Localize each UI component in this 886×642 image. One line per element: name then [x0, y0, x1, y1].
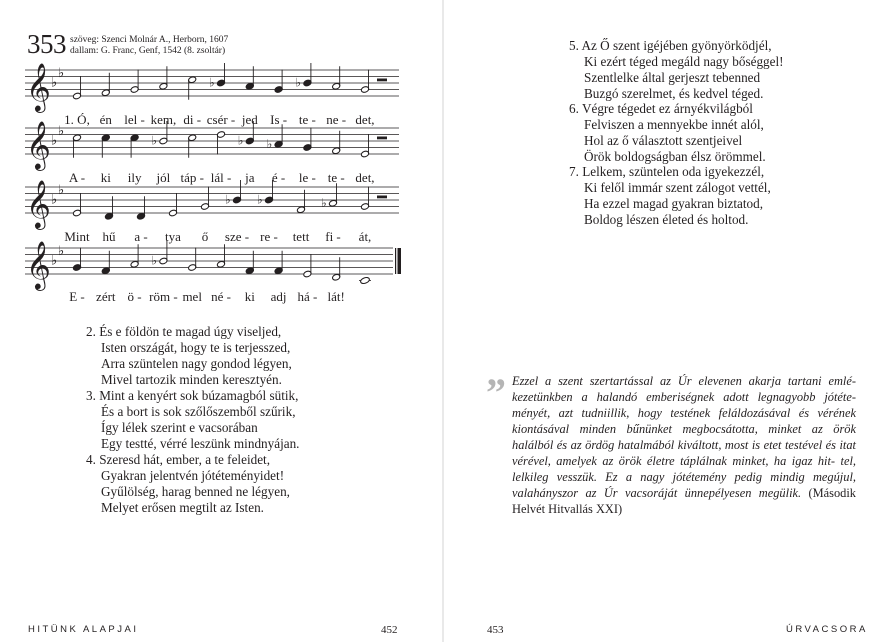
quote-line: kiontásával minden bűnünket megbocsátotta, minket az örök — [512, 422, 856, 436]
flat-accidental-icon: ♭ — [237, 133, 244, 148]
lyric-syllable: né - — [211, 289, 231, 304]
treble-clef-icon: 𝄞 — [26, 179, 51, 228]
verse-line: 2. És e földön te magad úgy viseljed, — [86, 324, 282, 339]
page-gutter — [442, 0, 444, 642]
verse-line: 6. Végre tégedet ez árnyékvilágból — [569, 101, 753, 116]
lyric-syllable: te - — [327, 170, 345, 185]
lyric-syllable: át, — [358, 229, 372, 244]
verse-line: Arra szüntelen nagy gondod légyen, — [101, 356, 292, 371]
flat-sign-icon: ♭ — [51, 75, 58, 91]
lyric-syllable: jed — [241, 112, 258, 127]
page-number: 453 — [487, 624, 504, 636]
flat-accidental-icon: ♭ — [151, 253, 158, 268]
half-rest-icon — [377, 196, 387, 199]
verse-7 — [569, 164, 771, 228]
flat-accidental-icon: ♭ — [295, 75, 302, 90]
verse-6 — [569, 101, 766, 165]
verse-line: Isten országát, hogy te is terjesszed, — [101, 340, 291, 355]
verse-line: Melyet erősen megtilt az Isten. — [101, 500, 264, 515]
lyric-syllable: le - — [298, 170, 316, 185]
treble-clef-icon: 𝄞 — [26, 240, 51, 289]
quote-line: itat vérével, amelyek az örök életre táplálnak minket, ha igaz hit- — [512, 438, 856, 468]
quote-line: tel, lelkileg vesszük. Ez a nagy jótétemény pedig mindig megújul, — [512, 454, 856, 484]
lyric-syllable: A - — [68, 170, 86, 185]
lyric-syllable: mel — [182, 289, 202, 304]
verse-line: 7. Lelkem, szüntelen oda igyekezzél, — [569, 164, 765, 179]
flat-sign-icon: ♭ — [51, 192, 58, 208]
verse-line: Így lélek szerint e vacsorában — [101, 420, 258, 435]
lyric-syllable: lel - — [124, 112, 145, 127]
verse-line: Örök boldogságban élsz örömmel. — [584, 149, 766, 164]
lyric-syllable: fi - — [325, 229, 341, 244]
lyric-syllable: há - — [297, 289, 318, 304]
hymn-credits — [70, 35, 228, 57]
note-head — [360, 276, 370, 284]
lyric-syllable: Is - — [270, 112, 288, 127]
lyric-syllable: ö - — [127, 289, 142, 304]
footer-section-title: ÚRVACSORA — [786, 624, 868, 635]
verse-line: Ha ezzel magad gyakran biztatod, — [584, 196, 764, 211]
lyric-syllable: E - — [69, 289, 85, 304]
verse-line: Gyűlölség, harag benned ne légyen, — [101, 484, 290, 499]
page-number: 452 — [381, 624, 398, 636]
lyric-syllable: ja — [245, 170, 255, 185]
final-barline — [398, 248, 402, 274]
lyric-syllable: tett — [292, 229, 310, 244]
quote-line: ményét, azt tudniillik, hogy testének feláldozásával és vérének — [512, 406, 856, 420]
lyric-syllable: re - — [260, 229, 278, 244]
lyric-syllable: det, — [355, 112, 375, 127]
melody-credit: dallam: G. Franc, Genf, 1542 (8. zsoltár) — [70, 46, 226, 56]
verse-4 — [86, 452, 290, 516]
lyric-syllable: kem, — [150, 112, 177, 127]
final-barline — [395, 248, 396, 274]
lyric-syllable: csér - — [206, 112, 236, 127]
lyric-syllable: jól — [156, 170, 171, 185]
lyric-syllable: é - — [271, 170, 286, 185]
verse-line: 4. Szeresd hát, ember, a te feleidet, — [86, 452, 271, 467]
verse-line: Mivel tartozik minden keresztyén. — [101, 372, 282, 387]
flat-accidental-icon: ♭ — [257, 192, 263, 207]
confession-quote — [512, 373, 856, 517]
flat-sign-icon: ♭ — [58, 123, 65, 139]
half-rest-icon — [377, 137, 387, 140]
verse-line: Gyakran jelentvén jótéteményidet! — [101, 468, 285, 483]
flat-sign-icon: ♭ — [51, 133, 58, 149]
lyric-syllable: lát! — [327, 289, 345, 304]
lyric-syllable: sze - — [224, 229, 250, 244]
flat-accidental-icon: ♭ — [321, 195, 327, 210]
quote-line: halálból és az ördög hatalmából kiváltott, most is etet testével és — [512, 438, 836, 452]
lyric-syllable: ki — [244, 289, 255, 304]
quote-line: valahányszor az Úr vacsoráját ünnepélyesen megülik. — [512, 486, 802, 500]
lyric-syllable: ne - — [326, 112, 347, 127]
footer-section-title: HITÜNK ALAPJAI — [28, 624, 139, 635]
lyric-syllable: hű — [102, 229, 116, 244]
quote-line: Ezzel a szent szertartással az Úr elevenen akarja tartani emlé- — [512, 374, 856, 388]
flat-accidental-icon: ♭ — [209, 75, 215, 90]
verse-line: 5. Az Ő szent igéjében gyönyörködjél, — [569, 38, 772, 53]
flat-accidental-icon: ♭ — [225, 192, 231, 207]
music-staff-1 — [25, 56, 405, 110]
lyric-syllable: a - — [134, 229, 148, 244]
verse-line: És a bort is sok szőlőszemből szűrik, — [101, 404, 296, 419]
verse-5 — [569, 38, 784, 102]
flat-sign-icon: ♭ — [51, 253, 58, 269]
verse-line: Egy testté, vérré leszünk mindnyájan. — [101, 436, 300, 451]
quote-source: Helvét Hitvallás XXI) — [512, 502, 623, 516]
lyric-syllable: Mint — [64, 229, 90, 244]
verse-line: Ki ezért téged megáld nagy bőséggel! — [584, 54, 784, 69]
lyric-syllable: 1. Ó, — [64, 112, 90, 127]
music-staff-2 — [25, 114, 405, 168]
text-credit: szöveg: Szenci Molnár A., Herborn, 1607 — [70, 35, 229, 45]
verse-line: Szentlelke által gerjeszt tebenned — [584, 70, 761, 85]
lyric-syllable: röm - — [149, 289, 178, 304]
flat-sign-icon: ♭ — [58, 65, 65, 81]
verse-line: 3. Mint a kenyért sok búzamagból sütik, — [86, 388, 299, 403]
hymn-number: 353 — [27, 29, 66, 59]
lyric-syllable: lál - — [210, 170, 232, 185]
half-rest-icon — [377, 79, 387, 82]
quote-mark-icon: ” — [486, 370, 506, 415]
flat-accidental-icon: ♭ — [151, 133, 158, 148]
verse-line: Felviszen a mennyekbe innét alól, — [584, 117, 764, 132]
verse-2 — [86, 324, 292, 388]
lyric-syllable: te - — [298, 112, 316, 127]
verse-line: Buzgó szerelmet, és kedvel téged. — [584, 86, 764, 101]
lyric-syllable: ki — [100, 170, 111, 185]
treble-clef-icon: 𝄞 — [26, 62, 51, 111]
flat-accidental-icon: ♭ — [266, 136, 273, 151]
lyric-syllable: táp - — [180, 170, 204, 185]
flat-sign-icon: ♭ — [58, 182, 65, 198]
music-staff-4 — [25, 234, 405, 288]
verse-line: Hol az ő választott szentjeivel — [584, 133, 743, 148]
music-staff-3 — [25, 173, 405, 227]
verse-3 — [86, 388, 299, 452]
quote-source: (Második — [808, 486, 856, 500]
lyric-syllable: zért — [96, 289, 116, 304]
quote-line: kezetünkben a halandó emberiségnek adott legnagyobb jótéte- — [512, 390, 856, 404]
lyric-syllable: ő — [201, 229, 209, 244]
lyric-syllable: di - — [183, 112, 202, 127]
flat-sign-icon: ♭ — [58, 243, 65, 259]
verse-line: Ki felől immár szent zálogot vettél, — [584, 180, 771, 195]
lyric-syllable: adj — [270, 289, 287, 304]
verse-line: Boldog lészen életed és holtod. — [584, 212, 749, 227]
lyric-syllable: det, — [355, 170, 375, 185]
lyric-syllable: ily — [127, 170, 142, 185]
lyric-syllable: tya — [165, 229, 181, 244]
treble-clef-icon: 𝄞 — [26, 120, 51, 169]
lyric-syllable: én — [99, 112, 112, 127]
